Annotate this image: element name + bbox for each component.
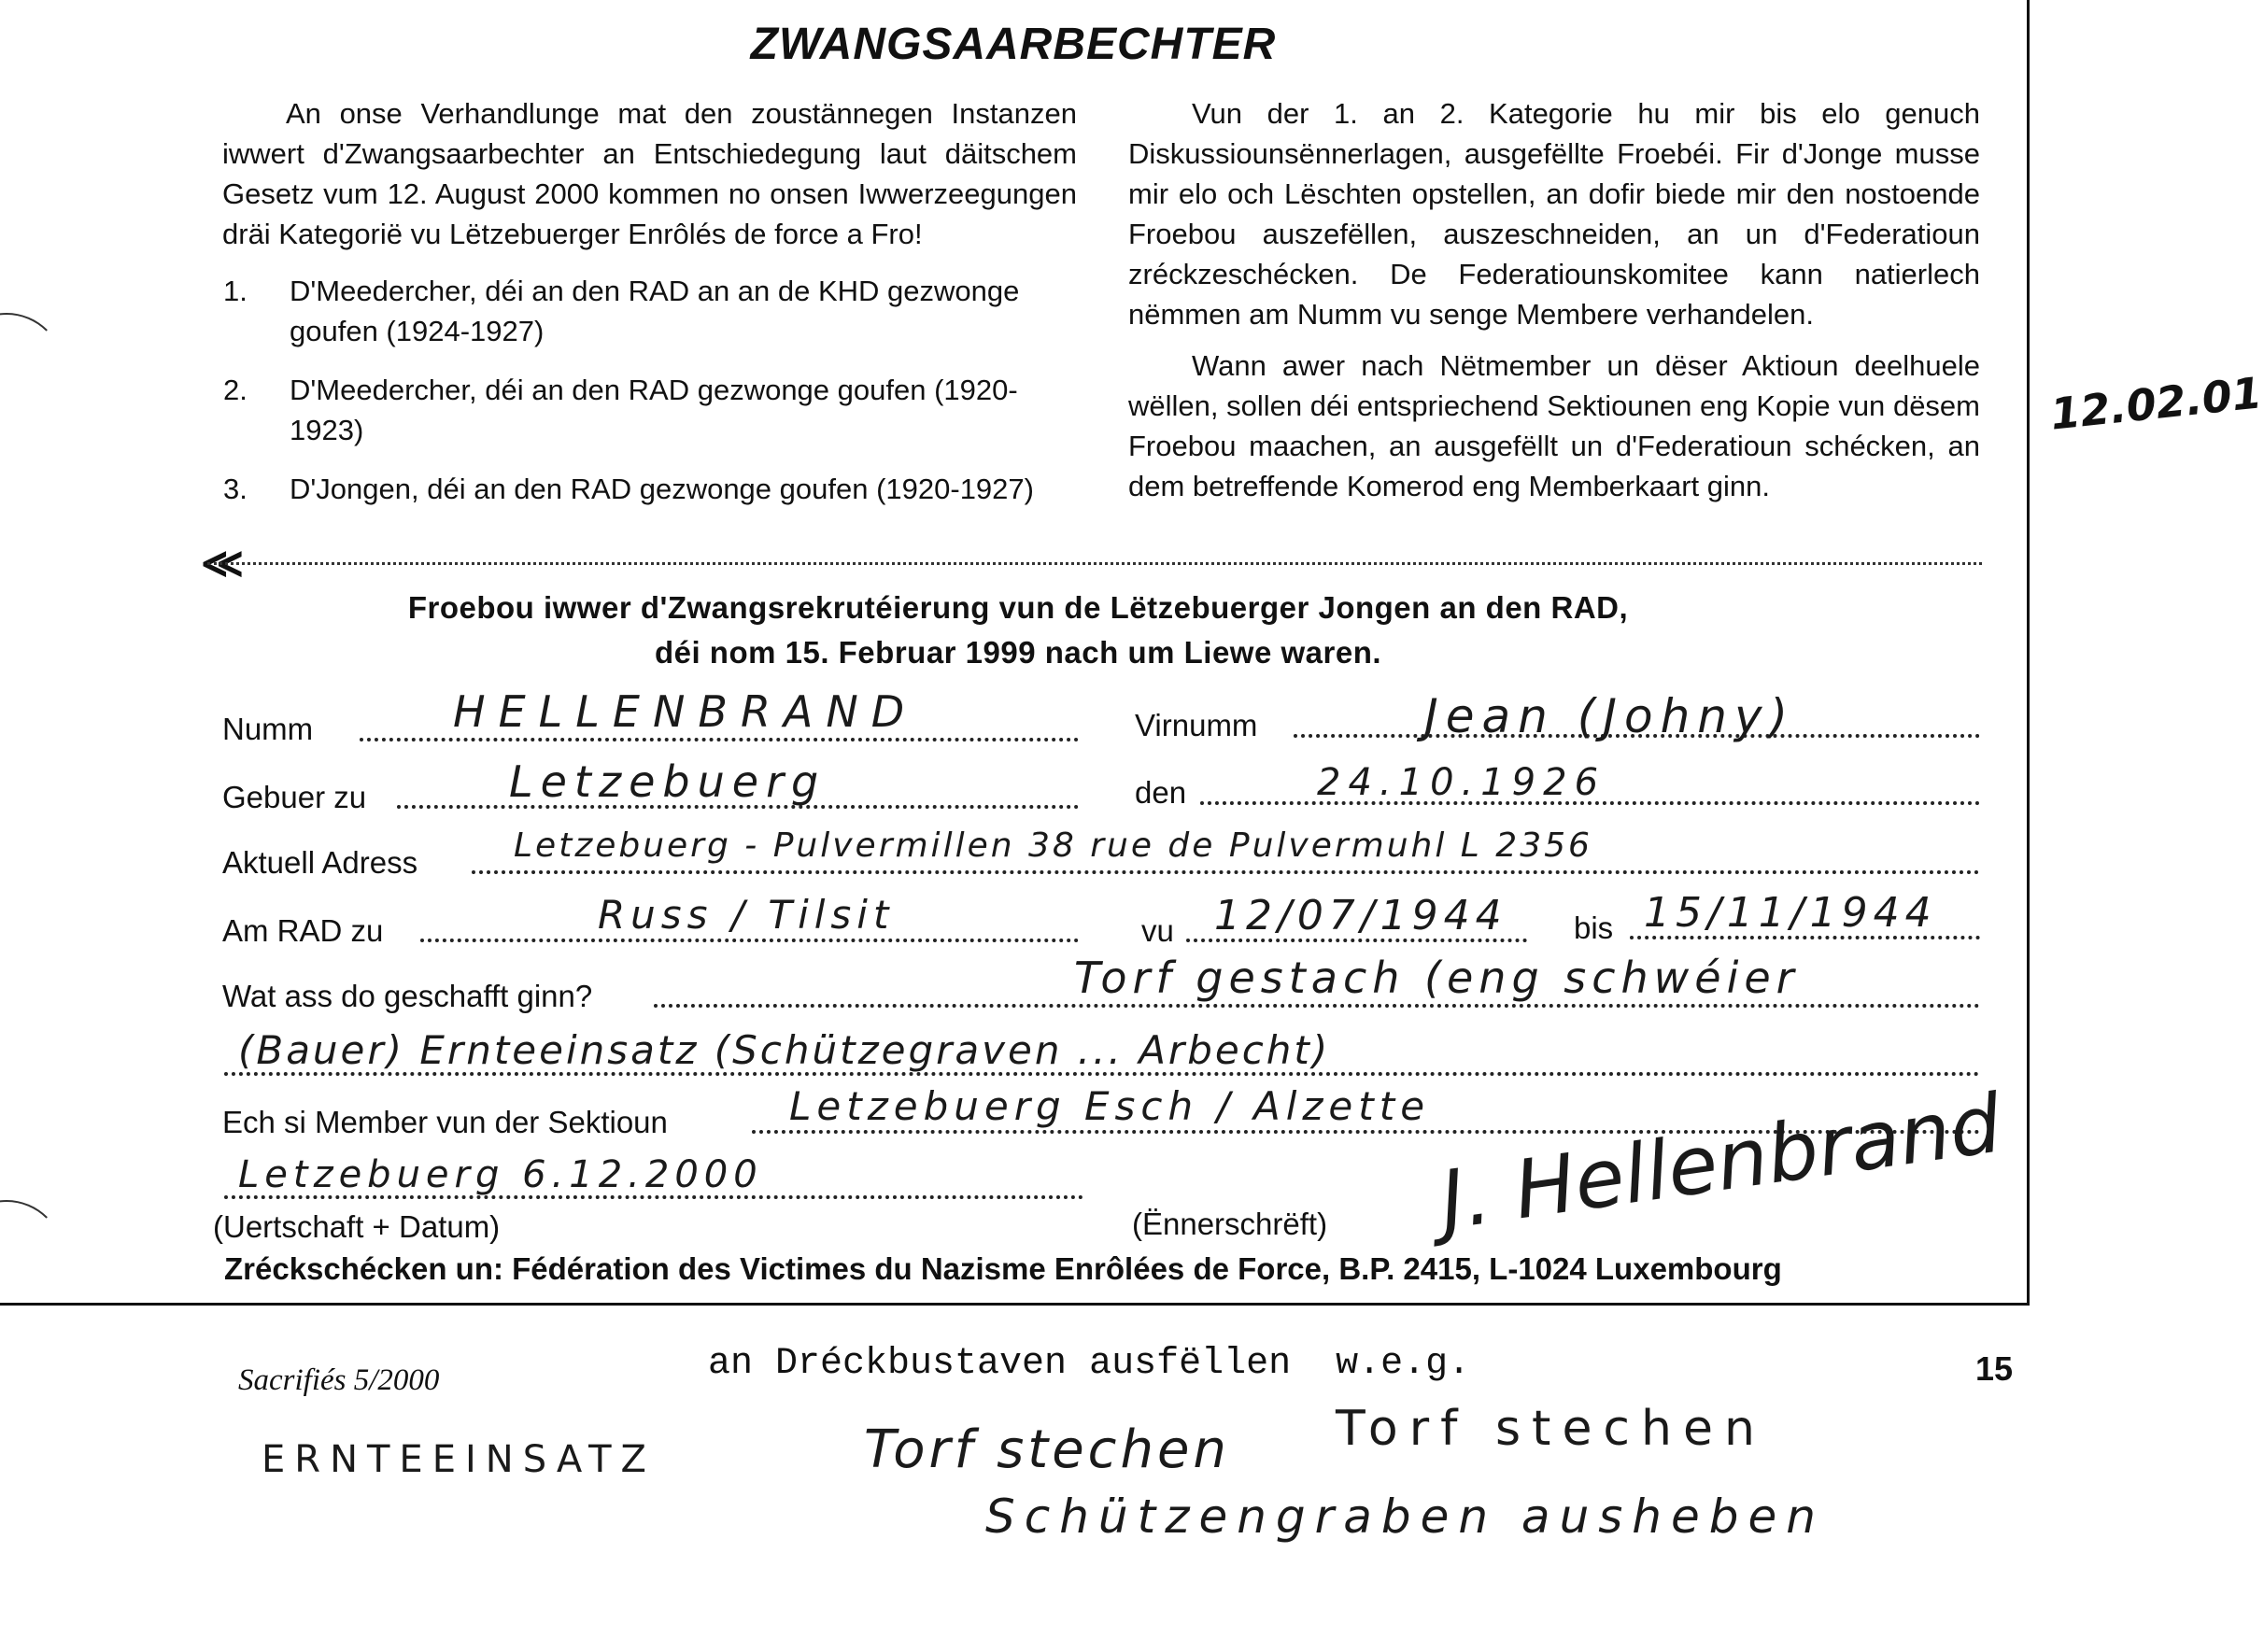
intro-left-paragraph: An onse Verhandlunge mat den zoustännegen Instanzen iwwert d'Zwangsaarbechter an Entschiedegung laut däitschem Gesetz vum 12. August 2000 kommen no onsen Iwwerzeegungen dräi Kategorië vu Lëtzebuerger Enrôlés de force a Fro! — [222, 97, 1077, 250]
label-ennerschreft: (Ënnerschrëft) — [1132, 1207, 1328, 1241]
intro-right-paragraph-1: Vun der 1. an 2. Kategorie hu mir bis elo genuch Diskussiounsënnerlagen, ausgefëllte Froebéi. Fir d'Jonge musse mir elo och Lëschten opstellen, an dofir biede mir den nostoende Froebou auszefëllen, auszeschneiden, an un d'Federatioun zréckzeschécken. De Federatiounskomitee kann natierlech nëmmen am Numm vu senge Membere verhandelen. — [1128, 97, 1980, 331]
publication-label: Sacrifiés 5/2000 — [238, 1363, 440, 1397]
form-heading-line-1: Froebou iwwer d'Zwangsrekrutéierung vun de Lëtzebuerger Jongen an den RAD, — [407, 590, 1629, 625]
cut-arrow-icon: ≪ — [201, 541, 245, 586]
value-virnumm[interactable]: Jean (Johny) — [1424, 689, 1796, 743]
value-uertschaft-datum[interactable]: Letzebuerg 6.12.2000 — [238, 1153, 763, 1196]
page-title: ZWANGSAARBECHTER — [750, 20, 1277, 69]
value-aktuell-adress[interactable]: Letzebuerg - Pulvermillen 38 rue de Pulvermuhl L 2356 — [514, 826, 1592, 865]
list-item-text: D'Jongen, déi an den RAD gezwonge goufen (1920-1927) — [290, 473, 1034, 505]
dots-numm — [360, 738, 1079, 741]
list-item-number: 1. — [223, 275, 248, 307]
label-gebuer-zu: Gebuer zu — [222, 780, 367, 814]
bottom-note-torf-stechen-2: Torf stechen — [1336, 1401, 1766, 1457]
label-virnumm: Virnumm — [1135, 708, 1258, 742]
value-vu[interactable]: 12/07/1944 — [1214, 892, 1507, 939]
typed-note: an Dréckbustaven ausfëllen w.e.g. — [708, 1343, 1471, 1385]
value-wat-geschafft-2[interactable]: (Bauer) Ernteeinsatz (Schützegraven ... Arbecht) — [238, 1027, 1331, 1073]
bottom-note-ernteeinsatz: ERNTEEINSATZ — [262, 1438, 656, 1481]
label-aktuell-adress: Aktuell Adress — [222, 845, 418, 880]
dots-wat-geschafft — [654, 1004, 1980, 1008]
margin-date-annotation: 12.02.01 — [2047, 367, 2264, 440]
value-wat-geschafft-1[interactable]: Torf gestach (eng schwéier — [1074, 953, 1800, 1003]
label-am-rad-zu: Am RAD zu — [222, 913, 384, 948]
label-wat-geschafft: Wat ass do geschafft ginn? — [222, 979, 593, 1013]
value-numm[interactable]: HELLENBRAND — [453, 686, 918, 737]
intro-right-column — [1128, 93, 1980, 506]
category-list — [219, 271, 1074, 528]
list-item — [219, 469, 1074, 509]
dots-aktuell-adress — [472, 870, 1980, 874]
page-number: 15 — [1975, 1349, 2014, 1388]
list-item — [219, 370, 1074, 450]
bottom-note-schuetzengraben: Schützengraben ausheben — [985, 1490, 1825, 1544]
label-bis: bis — [1574, 911, 1614, 945]
value-gebuer-zu[interactable]: Letzebuerg — [509, 756, 827, 807]
intro-left-column — [222, 93, 1077, 254]
label-uertschaft-datum: (Uertschaft + Datum) — [213, 1209, 501, 1244]
intro-right-paragraph-2: Wann awer nach Nëtmember un dëser Aktioun deelhuele wëllen, sollen déi entspriechend Sektiounen eng Kopie vun dësem Froebou maachen, an ausgefëllt un d'Federatioun schécken, an dem betreffende Komerod eng Memberkaart ginn. — [1128, 349, 1980, 502]
list-item-number: 2. — [223, 374, 248, 406]
value-bis[interactable]: 15/11/1944 — [1644, 889, 1937, 937]
list-item-text: D'Meedercher, déi an den RAD gezwonge goufen (1920-1923) — [290, 374, 1018, 446]
signature[interactable]: J. Hellenbrand — [1434, 1077, 2007, 1249]
list-item-number: 3. — [223, 473, 248, 505]
label-vu: vu — [1141, 913, 1174, 948]
list-item — [219, 271, 1074, 351]
list-item-text: D'Meedercher, déi an den RAD an an de KHD gezwonge goufen (1924-1927) — [290, 275, 1020, 347]
form-heading-line-2: déi nom 15. Februar 1999 nach um Liewe waren. — [654, 635, 1382, 670]
value-am-rad-zu[interactable]: Russ / Tilsit — [598, 892, 895, 938]
dots-am-rad-zu — [420, 939, 1079, 942]
value-den[interactable]: 24.10.1926 — [1317, 761, 1606, 804]
bottom-note-torf-stechen-1: Torf stechen — [864, 1419, 1230, 1480]
cut-line — [207, 562, 1982, 565]
return-address: Zréckschécken un: Fédération des Victimes du Nazisme Enrôlées de Force, B.P. 2415, L-1024 Luxembourg — [224, 1251, 1782, 1286]
label-den: den — [1135, 775, 1187, 810]
label-numm: Numm — [222, 712, 314, 746]
value-sektioun[interactable]: Letzebuerg Esch / Alzette — [789, 1083, 1431, 1129]
label-sektioun: Ech si Member vun der Sektioun — [222, 1105, 668, 1139]
